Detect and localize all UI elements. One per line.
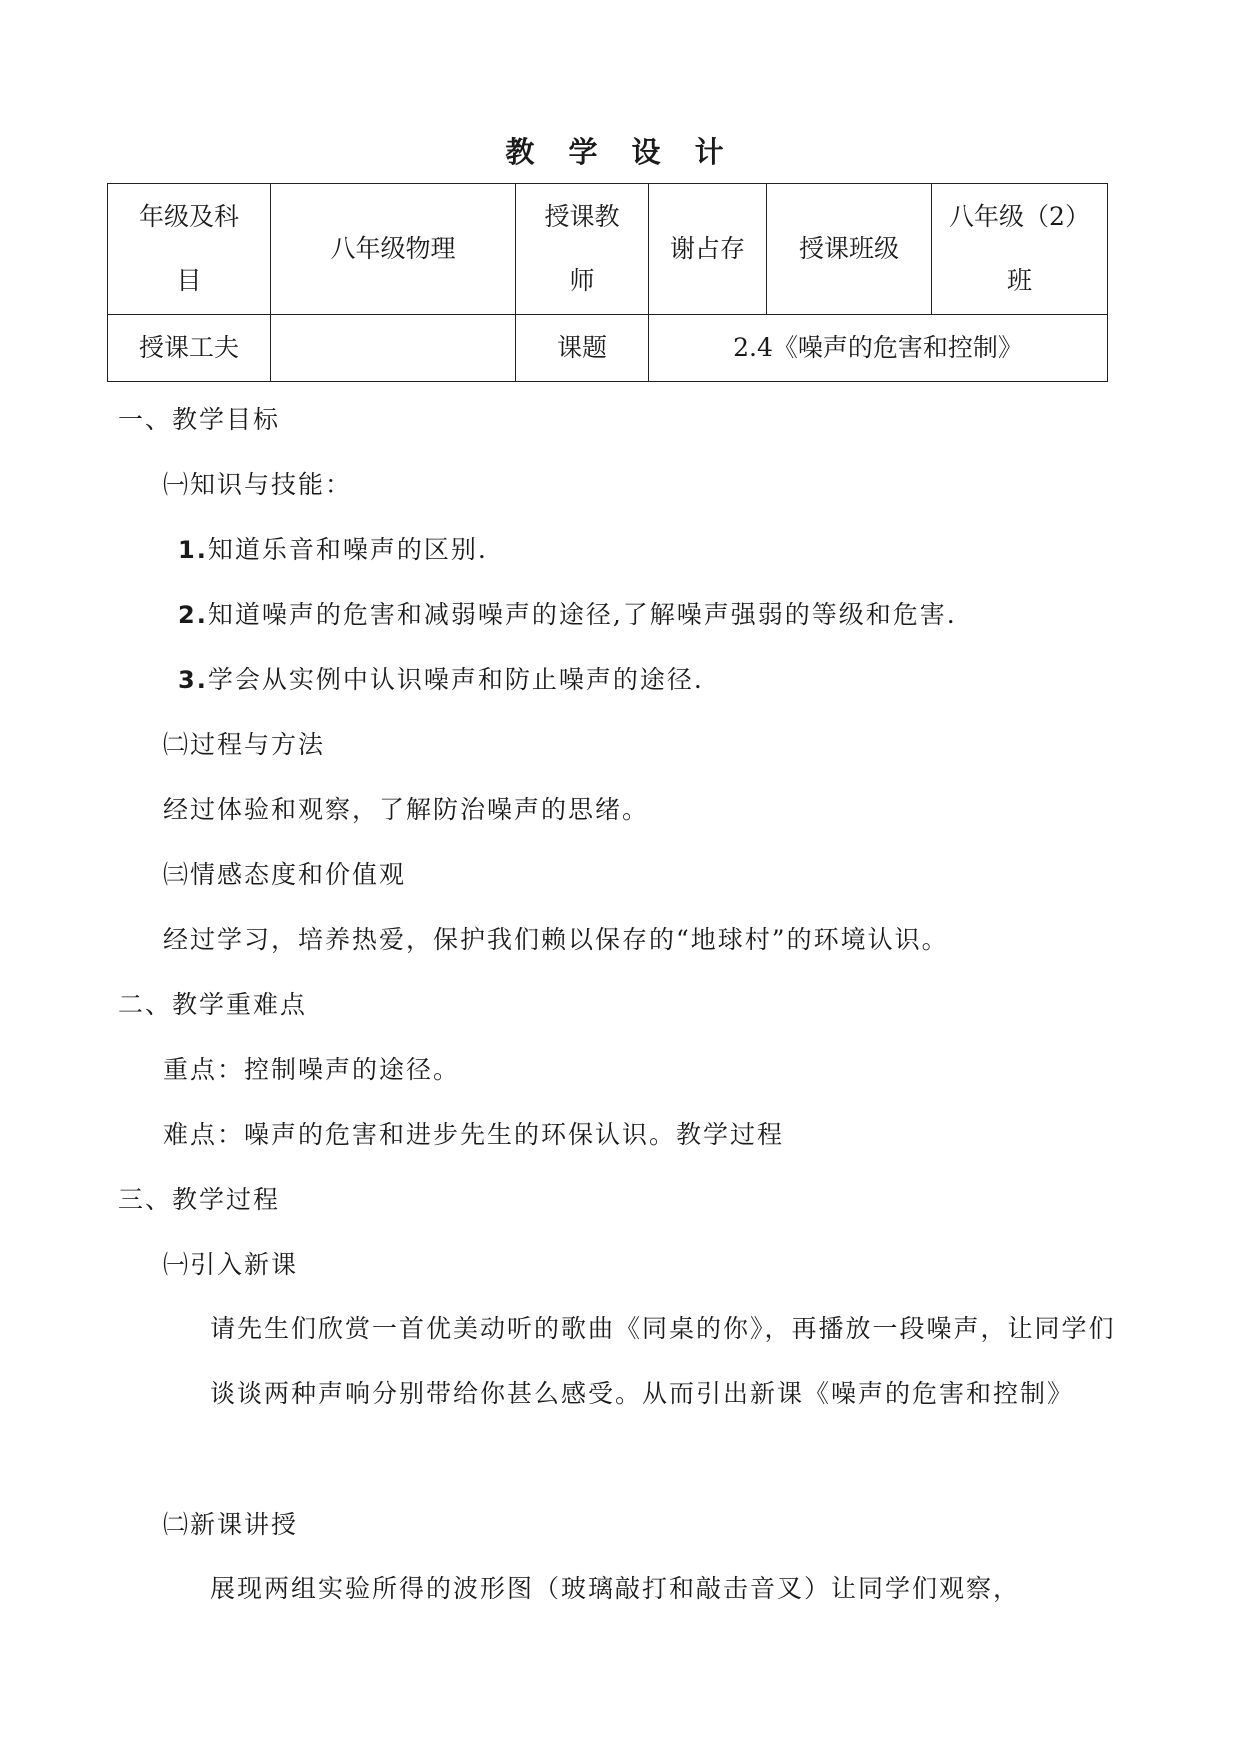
topic-label: 课题 [516,315,649,382]
new-lesson-paragraph: 展现两组实验所得的波形图（玻璃敲打和敲击音叉）让同学们观察， [210,1574,1021,1603]
teacher-value: 谢占存 [649,184,767,315]
subsection-process-method: ㈡过程与方法 [163,730,326,759]
objective-item-2 [178,595,957,631]
subsection-new-lesson: ㈡新课讲授 [163,1510,299,1539]
section-heading-1: 一、教学目标 [118,405,281,434]
subsection-attitude-values: ㈢情感态度和价值观 [163,860,407,889]
key-point-text: 重点：控制噪声的途径。 [163,1055,461,1084]
objective-text-2: 知道噪声的危害和减弱噪声的途径,了解噪声强弱的等级和危害. [207,600,957,629]
subsection-knowledge: ㈠知识与技能： [163,470,353,499]
objective-item-1 [178,530,488,566]
objective-number-3: 3. [178,666,208,694]
class-value: 八年级（2）班 [932,184,1108,315]
difficult-point-text: 难点：噪声的危害和进步先生的环保认识。教学过程 [163,1120,785,1149]
grade-subject-value: 八年级物理 [271,184,516,315]
section-heading-2: 二、教学重难点 [118,990,308,1019]
time-value [271,315,516,382]
objective-number-2: 2. [178,601,208,629]
time-label: 授课工夫 [108,315,271,382]
document-title: 教 学 设 计 [505,135,736,169]
grade-subject-label: 年级及科目 [108,184,271,315]
objective-number-1: 1. [178,536,208,564]
objective-item-3 [178,660,704,696]
objective-text-3: 学会从实例中认识噪声和防止噪声的途径. [207,665,704,694]
course-info-table [107,183,1108,382]
objective-text-1: 知道乐音和噪声的区别. [207,535,488,564]
section-heading-3: 三、教学过程 [118,1185,281,1214]
class-label: 授课班级 [767,184,932,315]
attitude-values-text: 经过学习，培养热爱，保护我们赖以保存的“地球村”的环境认识。 [163,925,949,954]
topic-value: 2.4《噪声的危害和控制》 [649,315,1108,382]
teacher-label: 授课教师 [516,184,649,315]
introduction-paragraph: 请先生们欣赏一首优美动听的歌曲《同桌的你》，再播放一段噪声，让同学们谈谈两种声响分别带给你甚么感受。从而引出新课《噪声的危害和控制》 [210,1314,1116,1408]
process-method-text: 经过体验和观察，了解防治噪声的思绪。 [163,795,650,824]
subsection-introduction: ㈠引入新课 [163,1250,299,1279]
